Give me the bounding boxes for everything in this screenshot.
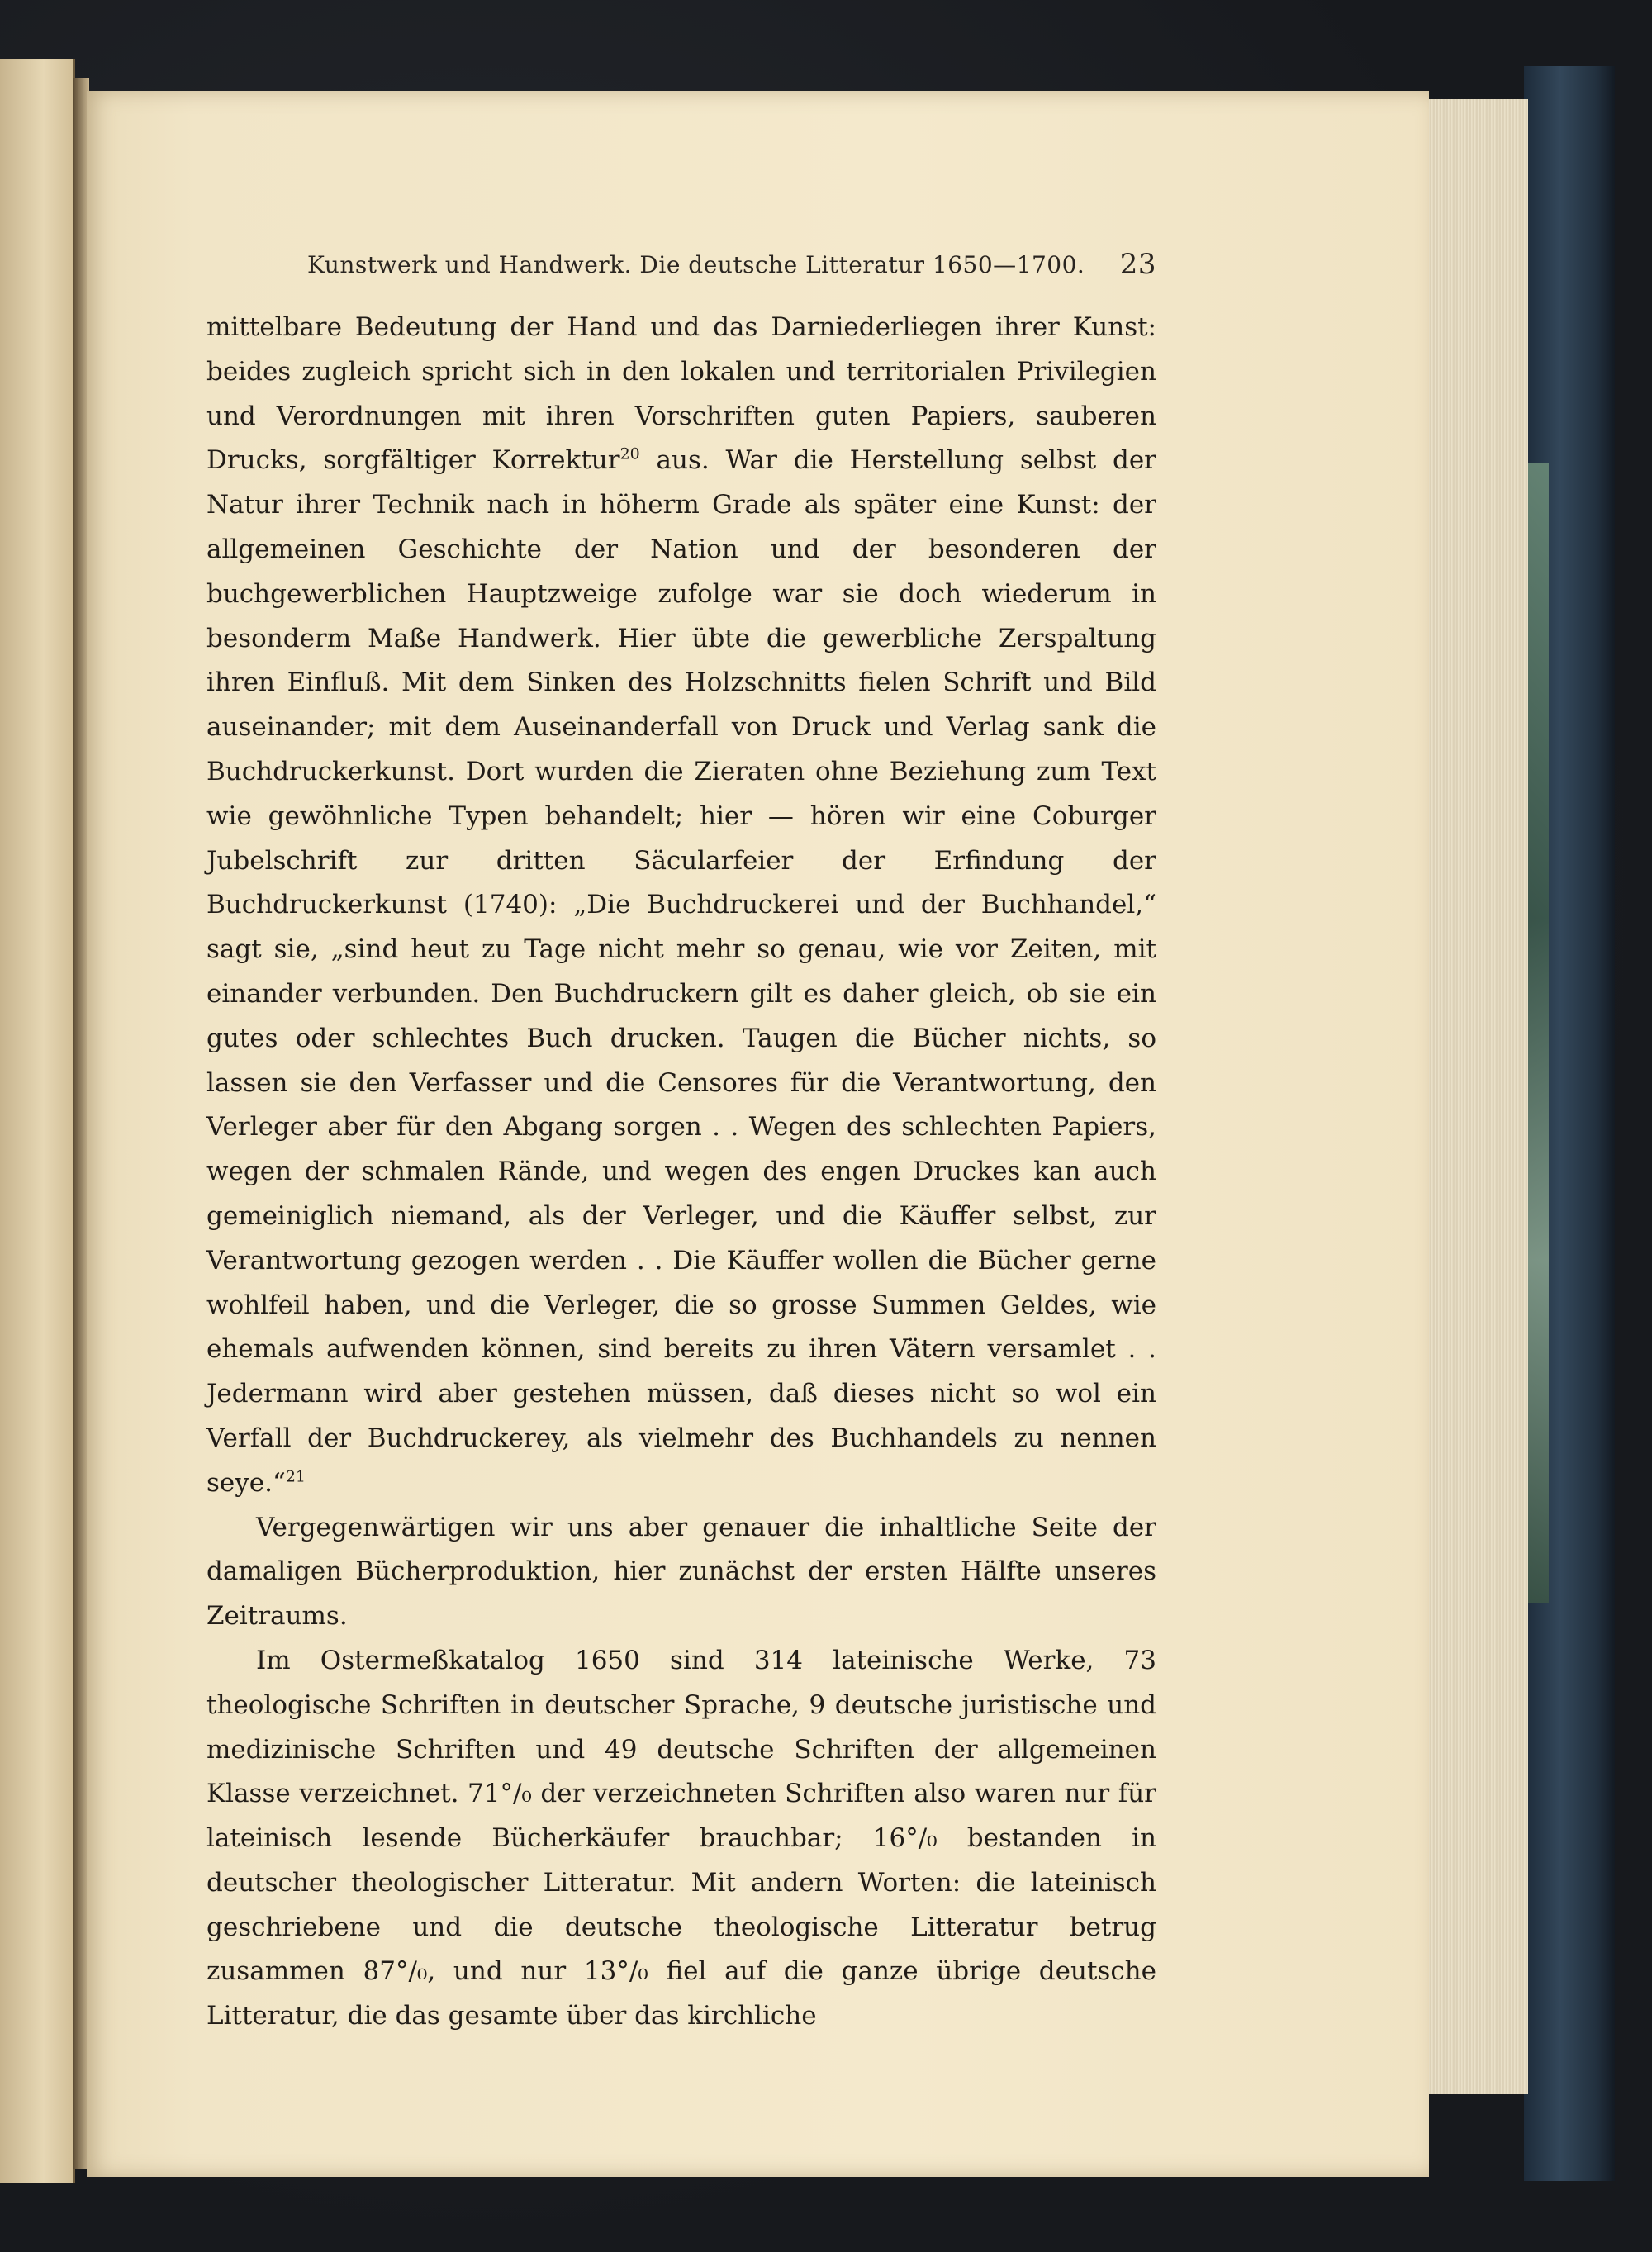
- book-page: [87, 91, 1429, 2177]
- body-text: [206, 306, 1156, 2039]
- running-title: Kunstwerk und Handwerk. Die deutsche Litteratur 1650—1700.: [307, 251, 1085, 278]
- paragraph-1-text: mittelbare Bedeutung der Hand und das Darniederliegen ihrer Kunst: beides zugleich spricht sich in den lokalen und territorialen Privilegien und Verordnungen mit ihren Vorschriften guten Papiers, sauberen Drucks, sorgfältiger Korrektur: [206, 312, 1156, 476]
- running-header: [206, 248, 1156, 281]
- footnote-ref-21: 21: [285, 1467, 306, 1486]
- page-number: 23: [1119, 248, 1156, 281]
- page-block-edge: [1427, 99, 1528, 2094]
- left-page-edge: [0, 59, 75, 2183]
- paragraph-2: Vergegenwärtigen wir uns aber genauer die inhaltliche Seite der damaligen Bücherproduktion, hier zunächst der ersten Hälfte unseres Zeitraums.: [206, 1512, 1156, 1632]
- paragraph-3: Im Ostermeßkatalog 1650 sind 314 lateinische Werke, 73 theologische Schriften in deutscher Sprache, 9 deutsche juristische und medizinische Schriften und 49 deutsche Schriften der allgemeinen Klasse verzeichnet. 71°/₀ der verzeichneten Schriften also waren nur für lateinisch lesende Bücherkäufer brauchbar; 16°/₀ bestanden in deutscher theologischer Litteratur. Mit andern Worten: die lateinisch geschriebene und die deutsche theologische Litteratur betrug zusammen 87°/₀, und nur 13°/₀ fiel auf die ganze übrige deutsche Litteratur, die das gesamte über das kirchliche: [206, 1645, 1156, 2031]
- footnote-ref-20: 20: [620, 445, 640, 464]
- paragraph-1-continued: aus. War die Herstellung selbst der Natur ihrer Technik nach in höherm Grade als später eine Kunst: der allgemeinen Geschichte der Nation und der besonderen der buchgewerblichen Hauptzweige zufolge war sie doch wiederum in besonderm Maße Handwerk. Hier übte die gewerbliche Zerspaltung ihren Einfluß. Mit dem Sinken des Holzschnitts fielen Schrift und Bild auseinander; mit dem Auseinanderfall von Druck und Verlag sank die Buchdruckerkunst. Dort wurden die Zieraten ohne Beziehung zum Text wie gewöhnliche Typen behandelt; hier — hören wir eine Coburger Jubelschrift zur dritten Säcularfeier der Erfindung der Buchdruckerkunst (1740): „Die Buchdruckerei und der Buchhandel,“ sagt sie, „sind heut zu Tage nicht mehr so genau, wie vor Zeiten, mit einander verbunden. Den Buchdruckern gilt es daher gleich, ob sie ein gutes oder schlechtes Buch drucken. Taugen die Bücher nichts, so lassen sie den Verfasser und die Censores für die Verantwortung, den Verleger aber für den Abgang sorgen . . Wegen des schlechten Papiers, wegen der schmalen Rände, und wegen des engen Druckes kan auch gemeiniglich niemand, als der Verleger, und die Käuffer selbst, zur Verantwortung gezogen werden . . Die Käuffer wollen die Bücher gerne wohlfeil haben, und die Verleger, die so grosse Summen Geldes, wie ehemals aufwenden können, sind bereits zu ihren Vätern versamlet . . Jedermann wird aber gestehen müssen, daß dieses nicht so wol ein Verfall der Buchdruckerey, als vielmehr des Buchhandels zu nennen seye.“: [206, 445, 1156, 1498]
- paragraph-1: [206, 306, 1156, 1506]
